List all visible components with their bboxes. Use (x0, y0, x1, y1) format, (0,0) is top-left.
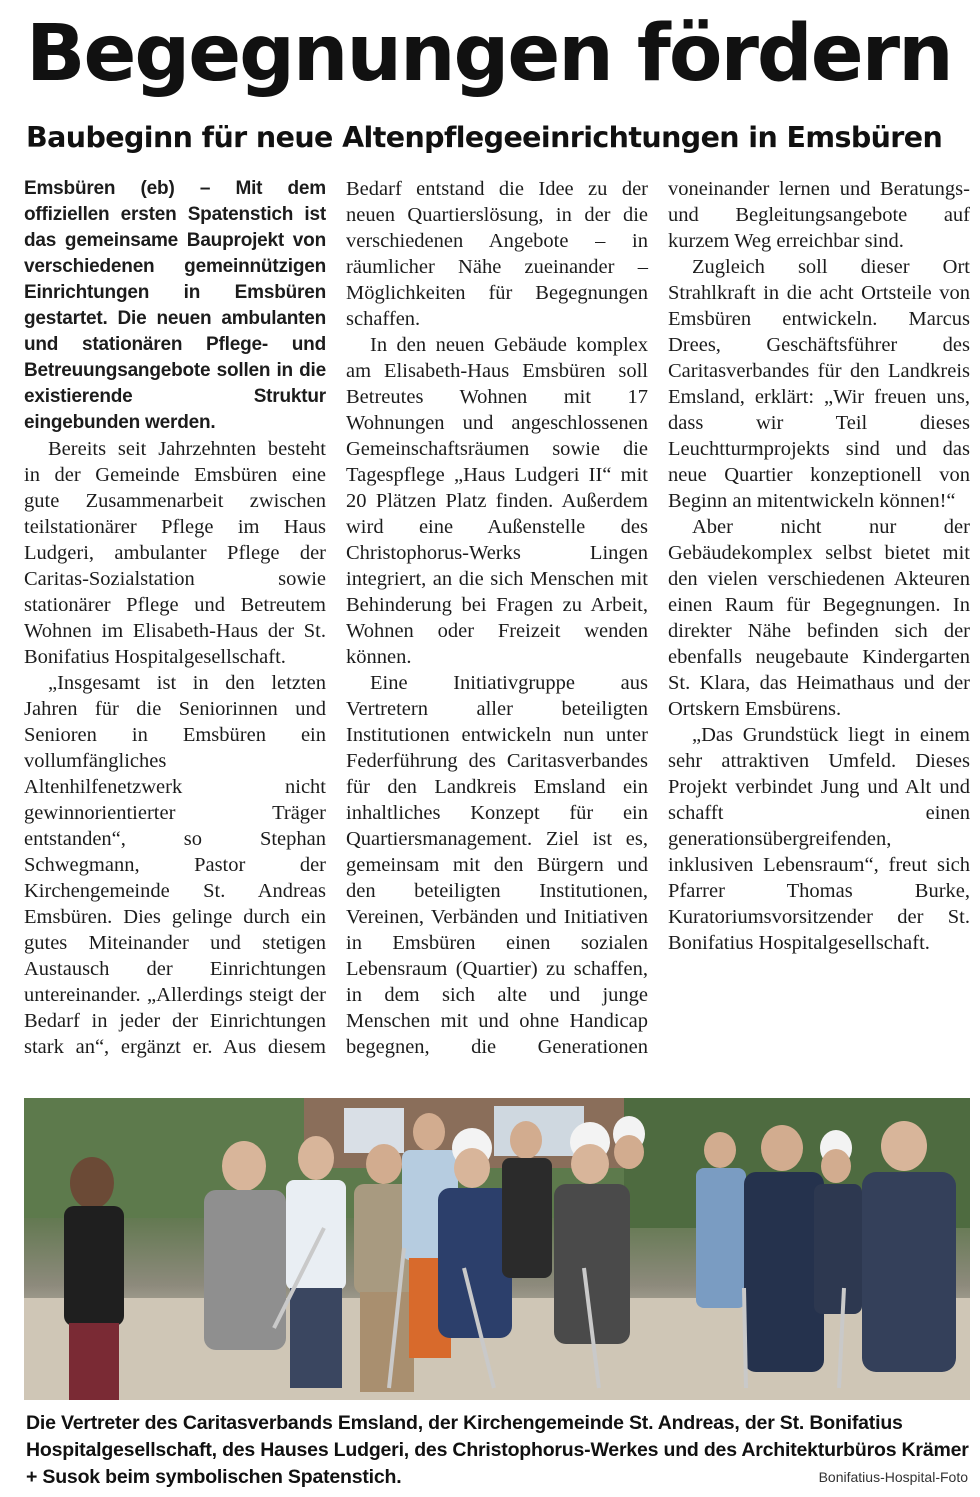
headline: Begegnungen fördern (26, 9, 952, 99)
article-body (24, 176, 970, 1082)
article-paragraph: „Das Grundstück liegt in einem sehr attraktiven Umfeld. Dieses Projekt verbindet Jung und Alt und schafft einen generationsübergreifenden, inklusiven Lebensraum“, freut sich Pfarrer Thomas Burke, Kuratoriumsvorsitzender der St. Bonifatius Hospitalgesellschaft. (668, 724, 970, 954)
article-paragraph: Aber nicht nur der Gebäudekomplex selbst bietet mit den vielen verschiedenen Akteuren einen Raum für Begegnungen. In direkter Nähe befinden sich der ebenfalls neugebaute Kindergarten St. Klara, das Heimathaus und der Ortskern Emsbürens. (668, 516, 970, 720)
article-paragraph: Bereits seit Jahrzehnten besteht in der Gemeinde Emsbüren eine gute Zusammenarbeit zwischen teilstationärer Pflege im Haus Ludgeri, ambulanter Pflege der Caritas-Sozialstation sowie stationärer Pflege und Betreutem Wohnen im Elisabeth-Haus der St. Bonifatius Hospitalgesellschaft. (24, 438, 326, 668)
photo-illustration (24, 1098, 970, 1400)
article-paragraph: Eine Initiativgruppe aus Vertretern aller beteiligten Institutionen entwickeln nun unter Federführung des Caritasverbandes für den Landkreis Emsland ein inhaltliches Konzept für ein Quartiersmanagement. Ziel ist es, gemeinsam mit den Bürgern und den beteiligten Institutionen, Vereinen, Verbänden und Initiativen in Emsbüren einen sozialen Lebensraum (Quartier) zu schaffen, in dem sich alte und junge Menschen mit und ohne Handicap begegnen, die Generationen voneinander lernen und Beratungs- und Begleitungsangebote auf kurzem Weg erreichbar sind. (346, 178, 970, 1058)
groundbreaking-photo (24, 1098, 970, 1400)
article-paragraph: Zugleich soll dieser Ort Strahlkraft in die acht Ortsteile von Emsbüren entwickeln. Marcus Drees, Geschäftsführer des Caritasverbandes für den Landkreis Emsland, erklärt: „Wir freuen uns, dass wir Teil dieses Leuchtturmprojekts sind und das neue Quartier konzeptionell von Beginn an mitentwickeln können!“ (668, 256, 970, 512)
article-paragraph: „Insgesamt ist in den letzten Jahren für die Seniorinnen und Senioren in Emsbüren ein vollumfängliches Altenhilfenetzwerk nicht gewinnorientierter Träger entstanden“, so Stephan Schwegmann, Pastor der Kirchengemeinde St. Andreas Emsbüren. Dies gelinge durch ein gutes Miteinander und stetigen Austausch der Einrichtungen untereinander. „Allerdings steigt der Bedarf in jeder der Einrichtungen stark an“, ergänzt er. Aus diesem Bedarf entstand die Idee zu der neuen Quartierslösung, in der die verschiedenen Angebote – in räumlicher Nähe zueinander – Möglichkeiten für Begegnungen schaffen. (24, 178, 648, 1058)
article-lead-paragraph: Emsbüren (eb) – Mit dem offiziellen ersten Spatenstich ist das gemeinsame Bauprojekt von verschiedenen gemeinnützigen Einrichtungen in Emsbüren gestartet. Die neuen ambulanten und stationären Pflege- und Betreuungsangebote sollen in die existierende Struktur eingebunden werden. (24, 178, 326, 433)
photo-credit: Bonifatius-Hospital-Foto (818, 1469, 968, 1485)
subheadline: Baubeginn für neue Altenpflegeeinrichtungen in Emsbüren (26, 121, 943, 154)
photo-caption: Die Vertreter des Caritasverbands Emsland, der Kirchengemeinde St. Andreas, der St. Bonifatius Hospitalgesellschaft, des Hauses Ludgeri, des Christophorus-Werkes und des Architekturbüros Krämer + Susok beim symbolischen Spatenstich. (26, 1412, 969, 1488)
article-paragraph: In den neuen Gebäude komplex am Elisabeth-Haus Emsbüren soll Betreutes Wohnen mit 17 Wohnungen und angeschlossenen Gemeinschaftsräumen sowie die Tagespflege „Haus Ludgeri II“ mit 20 Plätzen Platz finden. Außerdem wird eine Außenstelle des Christophorus-Werks Lingen integriert, an die sich Menschen mit Behinderung bei Fragen zu Arbeit, Wohnen oder Freizeit wenden können. (346, 334, 648, 668)
